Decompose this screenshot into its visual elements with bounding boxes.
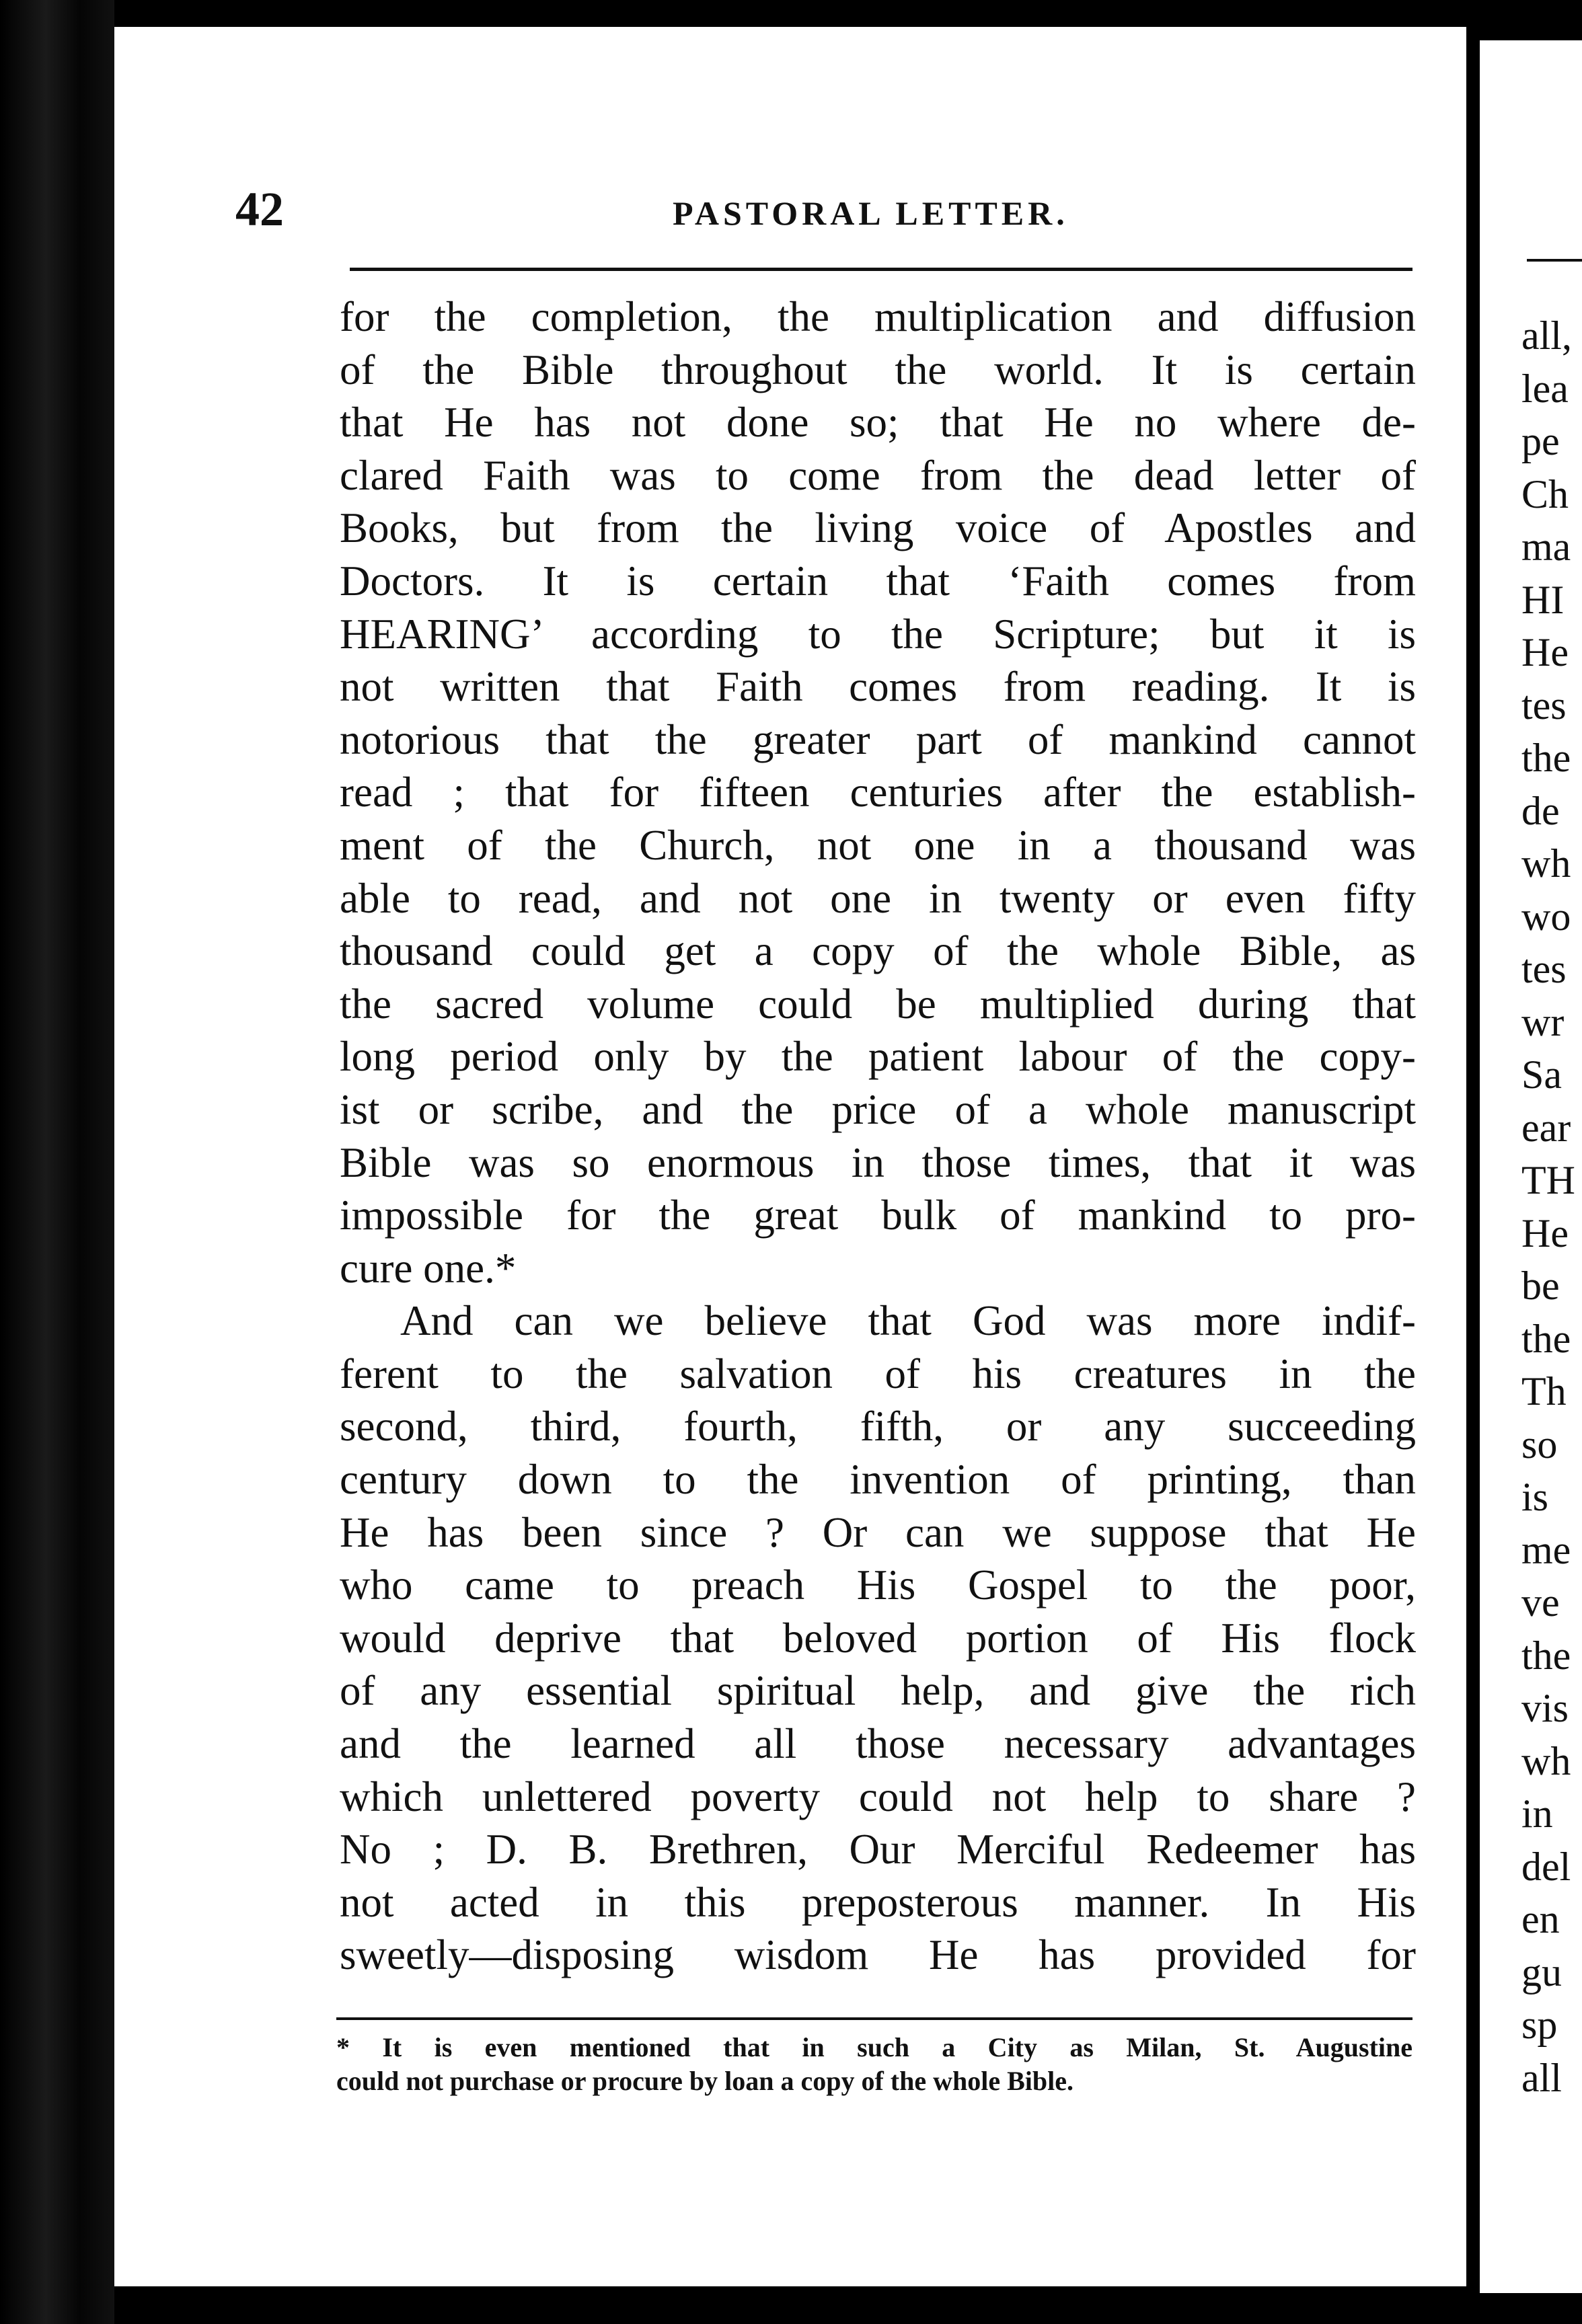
book-binding-shadow	[0, 0, 114, 2324]
facing-page-fragment: Sa	[1521, 1052, 1562, 1097]
facing-page-fragment: gu	[1521, 1949, 1562, 1994]
text-line: which unlettered poverty could not help to share ?	[340, 1773, 1416, 1820]
facing-page-fragment: ma	[1521, 525, 1571, 569]
footnote	[336, 2031, 1412, 2098]
text-line: read ; that for fifteen centuries after the establish-	[340, 769, 1416, 816]
text-line: second, third, fourth, fifth, or any succeeding	[340, 1403, 1416, 1450]
text-line: impossible for the great bulk of mankind to pro-	[340, 1192, 1416, 1239]
text-line: for the completion, the multiplication and diffusion	[340, 293, 1416, 340]
text-line: who came to preach His Gospel to the poor,	[340, 1561, 1416, 1609]
facing-page-fragment: me	[1521, 1527, 1571, 1572]
facing-page-text	[1521, 309, 1582, 2104]
facing-page-fragment: vis	[1521, 1686, 1569, 1730]
facing-page-fragment: wh	[1521, 841, 1571, 886]
text-line: cure one.*	[340, 1244, 517, 1292]
facing-page-fragment: be	[1521, 1264, 1560, 1308]
text-line: Doctors. It is certain that ‘Faith comes from	[340, 557, 1416, 605]
facing-page-fragment: He	[1521, 630, 1569, 674]
text-line: of any essential spiritual help, and give the rich	[340, 1667, 1416, 1715]
text-line: HEARING’ according to the Scripture; but it is	[340, 610, 1416, 658]
facing-page-fragment: ve	[1521, 1580, 1560, 1625]
page-number: 42	[235, 182, 284, 236]
text-line: that He has not done so; that He no where de-	[340, 399, 1416, 447]
page-header	[235, 182, 1412, 235]
facing-page-fragment: lea	[1521, 366, 1569, 411]
text-line: And can we believe that God was more indif-	[400, 1297, 1416, 1345]
facing-page-fragment: wr	[1521, 999, 1565, 1044]
text-line: Books, but from the living voice of Apostles and	[340, 504, 1416, 552]
facing-page-fragment: all	[1521, 2055, 1562, 2100]
facing-page-fragment: in	[1521, 1791, 1553, 1836]
footnote-rule	[336, 2017, 1412, 2020]
facing-page-fragment: He	[1521, 1210, 1569, 1255]
facing-page-fragment: pe	[1521, 419, 1560, 463]
footnote-line: * It is even mentioned that in such a City as Milan, St. Augustine	[336, 2032, 1412, 2062]
text-line: and the learned all those necessary advantages	[340, 1720, 1416, 1768]
text-line: notorious that the greater part of mankind cannot	[340, 715, 1416, 763]
facing-page-rule	[1527, 259, 1582, 262]
text-line: ment of the Church, not one in a thousand was	[340, 821, 1416, 869]
running-head: PASTORAL LETTER.	[673, 194, 1069, 232]
text-line: able to read, and not one in twenty or even fifty	[340, 874, 1416, 922]
facing-page-fragment: del	[1521, 1844, 1571, 1889]
facing-page-fragment: sp	[1521, 2003, 1558, 2047]
facing-page-fragment: the	[1521, 1633, 1571, 1678]
text-line: thousand could get a copy of the whole Bible, as	[340, 927, 1416, 975]
facing-page-fragment: is	[1521, 1475, 1549, 1519]
text-line: ist or scribe, and the price of a whole manuscript	[340, 1085, 1416, 1133]
footnote-line: could not purchase or procure by loan a copy of the whole Bible.	[336, 2066, 1074, 2096]
facing-page-fragment: ear	[1521, 1105, 1571, 1150]
text-line: Bible was so enormous in those times, that it was	[340, 1138, 1416, 1186]
facing-page-fragment: Th	[1521, 1369, 1567, 1413]
text-line: No ; D. B. Brethren, Our Merciful Redeemer has	[340, 1826, 1416, 1873]
facing-page-fragment: tes	[1521, 947, 1567, 991]
facing-page-fragment: Ch	[1521, 471, 1569, 516]
facing-page-fragment: de	[1521, 788, 1560, 833]
text-line: ferent to the salvation of his creatures in the	[340, 1350, 1416, 1397]
header-rule	[350, 268, 1412, 271]
text-line: not acted in this preposterous manner. In His	[340, 1878, 1416, 1926]
text-line: clared Faith was to come from the dead letter of	[340, 451, 1416, 499]
text-line: century down to the invention of printing, than	[340, 1456, 1416, 1504]
facing-page-fragment: tes	[1521, 683, 1567, 728]
facing-page-fragment: the	[1521, 1316, 1571, 1361]
text-line: He has been since ? Or can we suppose that He	[340, 1508, 1416, 1556]
facing-page-fragment: wh	[1521, 1738, 1571, 1783]
text-line: long period only by the patient labour of the copy-	[340, 1033, 1416, 1081]
text-line: not written that Faith comes from reading. It is	[340, 663, 1416, 711]
facing-page-fragment: en	[1521, 1897, 1560, 1941]
facing-page-fragment: the	[1521, 736, 1571, 780]
facing-page-fragment: wo	[1521, 894, 1571, 939]
text-line: the sacred volume could be multiplied during that	[340, 980, 1416, 1028]
facing-page-fragment: so	[1521, 1422, 1558, 1467]
text-line: of the Bible throughout the world. It is certain	[340, 346, 1416, 393]
facing-page-fragment: HI	[1521, 577, 1565, 622]
body-text	[340, 290, 1416, 1982]
facing-page-fragment: TH	[1521, 1158, 1575, 1202]
text-line: sweetly—disposing wisdom He has provided for	[340, 1931, 1416, 1979]
facing-page-fragment: all,	[1521, 313, 1572, 358]
text-line: would deprive that beloved portion of His flock	[340, 1614, 1416, 1662]
